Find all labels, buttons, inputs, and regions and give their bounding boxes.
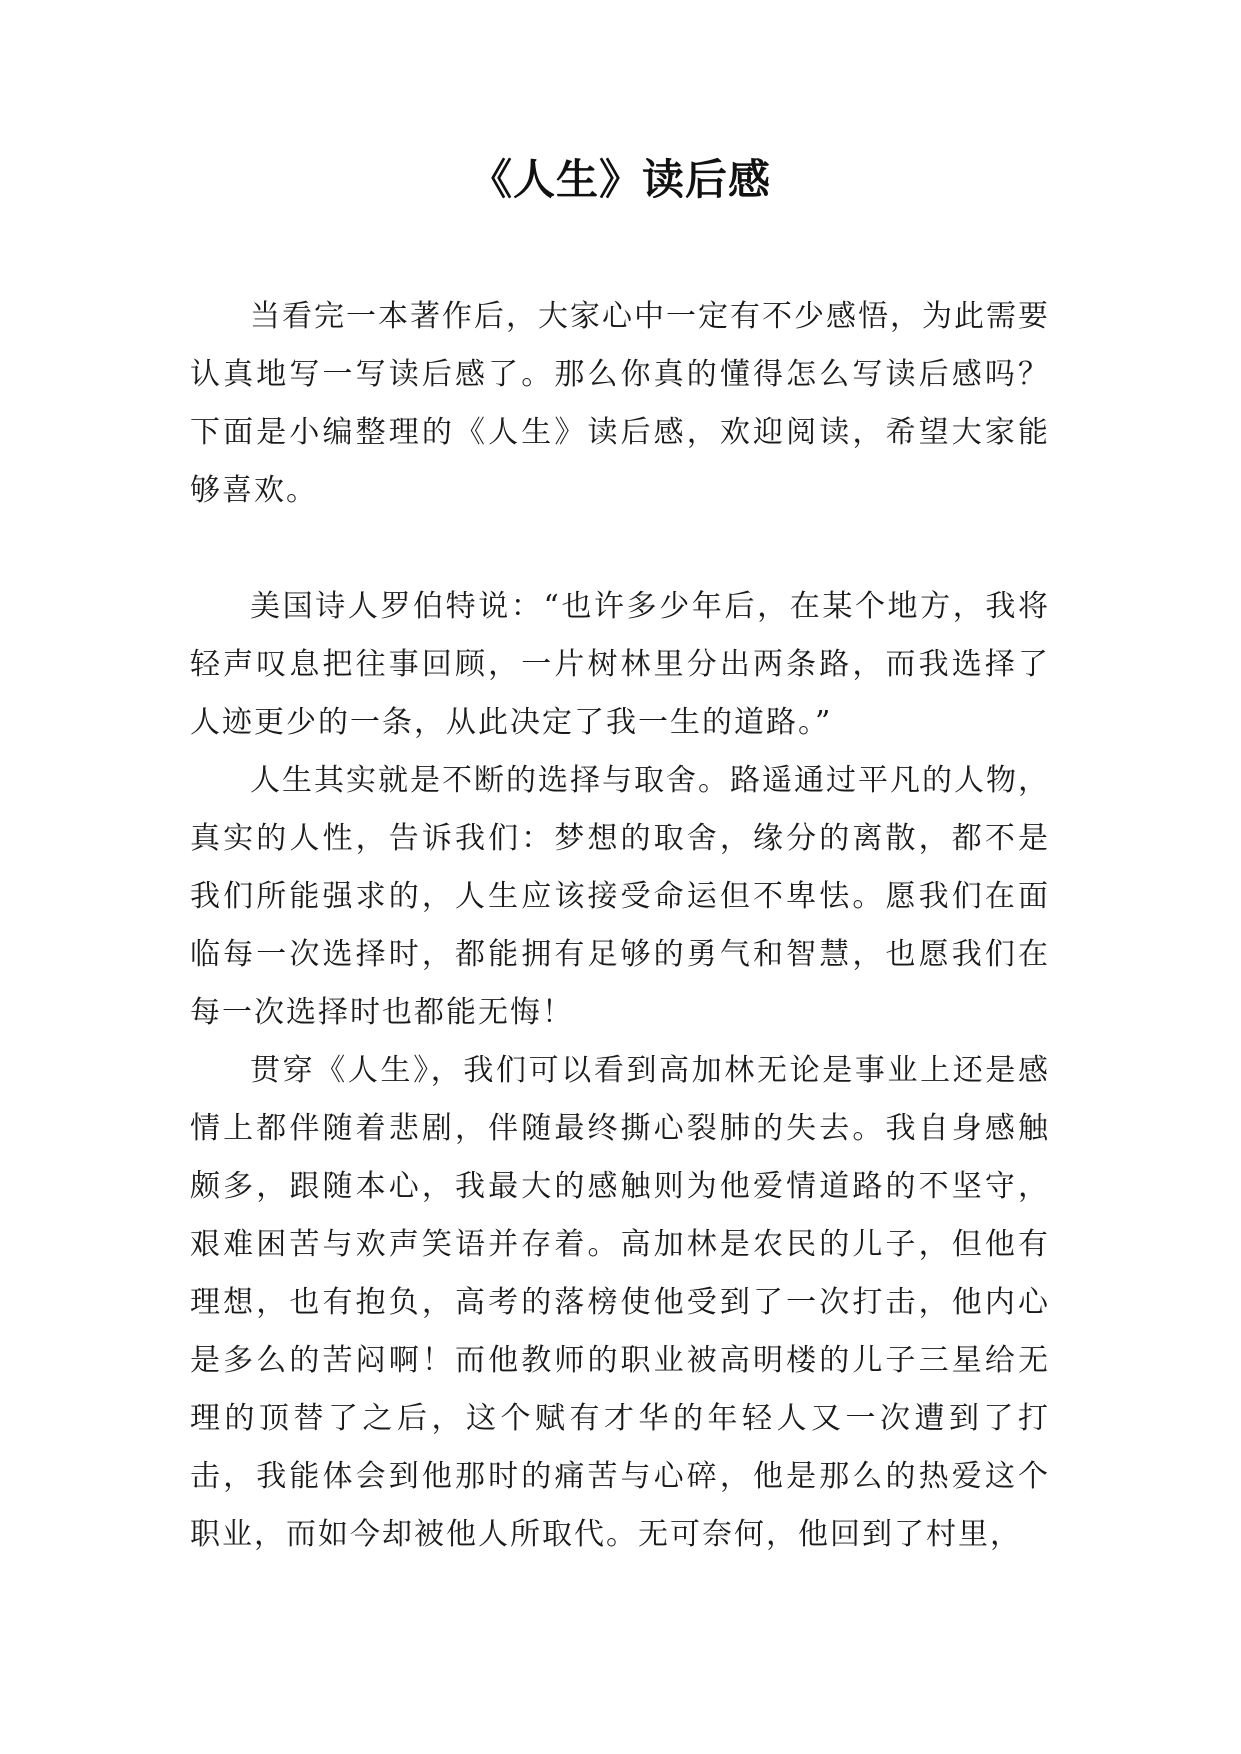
document-body: [190, 288, 1050, 1564]
body-paragraph-choice: 人生其实就是不断的选择与取舍。路遥通过平凡的人物，真实的人性，告诉我们：梦想的取舍，缘分的离散，都不是我们所能强求的，人生应该接受命运但不卑怯。愿我们在面临每一次选择时，都能拥有足够的勇气和智慧，也愿我们在每一次选择时也都能无悔！: [190, 763, 1050, 1030]
intro-paragraph: 当看完一本著作后，大家心中一定有不少感悟，为此需要认真地写一写读后感了。那么你真的懂得怎么写读后感吗？下面是小编整理的《人生》读后感，欢迎阅读，希望大家能够喜欢。: [190, 299, 1050, 508]
body-paragraph-gaojialin: 贯穿《人生》，我们可以看到高加林无论是事业上还是感情上都伴随着悲剧，伴随最终撕心裂肺的失去。我自身感触颇多，跟随本心，我最大的感触则为他爱情道路的不坚守，艰难困苦与欢声笑语并存着。高加林是农民的儿子，但他有理想，也有抱负，高考的落榜使他受到了一次打击，他内心是多么的苦闷啊！而他教师的职业被高明楼的儿子三星给无理的顶替了之后，这个赋有才华的年轻人又一次遭到了打击，我能体会到他那时的痛苦与心碎，他是那么的热爱这个职业，而如今却被他人所取代。无可奈何，他回到了村里，: [190, 1053, 1050, 1552]
document-title: 《人生》读后感: [469, 155, 771, 204]
quote-paragraph: 美国诗人罗伯特说：“也许多少年后，在某个地方，我将轻声叹息把往事回顾，一片树林里分出两条路，而我选择了人迹更少的一条，从此决定了我一生的道路。”: [190, 589, 1050, 740]
